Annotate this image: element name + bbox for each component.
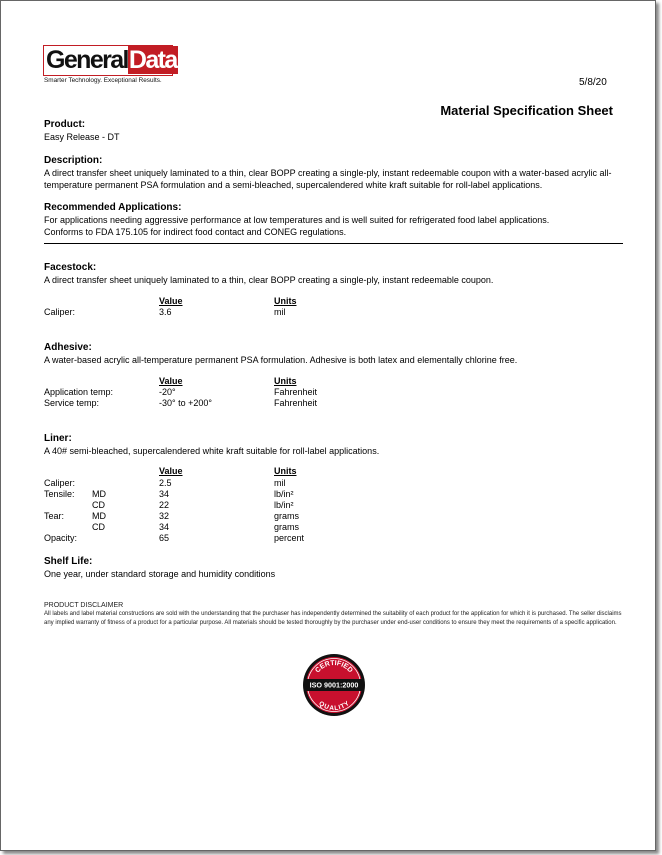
- description-text: A direct transfer sheet uniquely laminated to a thin, clear BOPP creating a single-ply, instant redeemable coupon with a water-based acrylic all-temperature permanent PSA formulation and a semi-bleached, supercalendered white kraft suitable for roll-label applications.: [44, 168, 612, 190]
- liner-row-units: grams: [274, 511, 300, 521]
- facestock-row-units: mil: [274, 307, 286, 317]
- liner-value-header: Value: [159, 466, 183, 476]
- adhesive-row-label: Application temp:: [44, 387, 114, 397]
- liner-row-units: grams: [274, 522, 300, 532]
- seal-center-text: ISO 9001:2000: [309, 680, 359, 690]
- generaldata-logo: [43, 45, 175, 89]
- seal-bottom-text: QUALITY: [317, 700, 351, 713]
- logo-wordmark-data: Data: [128, 46, 177, 74]
- liner-row-sub: MD: [92, 489, 106, 499]
- liner-row-label: Opacity:: [44, 533, 78, 543]
- liner-row-value: 65: [159, 533, 170, 543]
- iso-certified-seal-icon: [302, 653, 366, 717]
- liner-row-value: 34: [159, 522, 170, 532]
- applications-text-line1: For applications needing aggressive performance at low temperatures and is well suited for refrigerated food label applications.: [44, 215, 550, 225]
- disclaimer-heading: PRODUCT DISCLAIMER: [44, 602, 124, 609]
- seal-top-text: CERTIFIED: [314, 659, 354, 675]
- product-heading: Product:: [44, 119, 86, 130]
- liner-row-sub: CD: [92, 522, 105, 532]
- liner-row-label: Tear:: [44, 511, 65, 521]
- logo-frame: [43, 45, 177, 76]
- liner-row-value: 34: [159, 489, 170, 499]
- product-name: Easy Release - DT: [44, 132, 120, 142]
- adhesive-value-header: Value: [159, 376, 183, 386]
- facestock-text: A direct transfer sheet uniquely laminated to a thin, clear BOPP creating a single-ply, instant redeemable coupon.: [44, 275, 494, 285]
- shelf-life-heading: Shelf Life:: [44, 556, 93, 567]
- liner-row-sub: MD: [92, 511, 106, 521]
- adhesive-row-value: -20°: [159, 387, 176, 397]
- adhesive-heading: Adhesive:: [44, 342, 92, 353]
- applications-heading: Recommended Applications:: [44, 202, 182, 213]
- document-date: 5/8/20: [579, 77, 607, 88]
- liner-row-value: 32: [159, 511, 170, 521]
- facestock-heading: Facestock:: [44, 262, 97, 273]
- logo-wordmark-general: General: [46, 46, 128, 74]
- liner-row-units: lb/in²: [274, 489, 294, 499]
- liner-row-sub: CD: [92, 500, 105, 510]
- logo-wordmark: [46, 46, 178, 75]
- section-divider: [44, 243, 623, 244]
- liner-row-units: lb/in²: [274, 500, 294, 510]
- description-heading: Description:: [44, 155, 103, 166]
- facestock-row-label: Caliper:: [44, 307, 76, 317]
- facestock-row-value: 3.6: [159, 307, 172, 317]
- adhesive-row-value: -30° to +200°: [159, 398, 212, 408]
- liner-row-units: percent: [274, 533, 305, 543]
- liner-row-label: Tensile:: [44, 489, 75, 499]
- adhesive-row-label: Service temp:: [44, 398, 100, 408]
- liner-units-header: Units: [274, 466, 297, 476]
- document-title: Material Specification Sheet: [440, 103, 613, 118]
- liner-row-label: Caliper:: [44, 478, 76, 488]
- applications-text-line2: Conforms to FDA 175.105 for indirect food contact and CONEG regulations.: [44, 227, 347, 237]
- liner-row-value: 2.5: [159, 478, 172, 488]
- iso-seal-graphic: [302, 653, 366, 717]
- shelf-life-text: One year, under standard storage and humidity conditions: [44, 569, 276, 579]
- adhesive-row-units: Fahrenheit: [274, 398, 318, 408]
- liner-row-value: 22: [159, 500, 170, 510]
- liner-text: A 40# semi-bleached, supercalendered white kraft suitable for roll-label applications.: [44, 446, 380, 456]
- disclaimer-text: All labels and label material constructions are sold with the understanding that the purchaser has independently determined the suitability of each product for the application for which it is purchased. The seller disclaims any implied warranty of fitness of a product for a particular purpose. All materials should be tested thoroughly by the purchaser under end-user conditions to ensure they meet the requirements of a specific application.: [44, 611, 622, 626]
- adhesive-row-units: Fahrenheit: [274, 387, 318, 397]
- facestock-value-header: Value: [159, 296, 183, 306]
- adhesive-units-header: Units: [274, 376, 297, 386]
- liner-heading: Liner:: [44, 433, 72, 444]
- facestock-units-header: Units: [274, 296, 297, 306]
- adhesive-text: A water-based acrylic all-temperature permanent PSA formulation. Adhesive is both latex and elementally chlorine free.: [44, 355, 518, 365]
- logo-tagline: Smarter Technology. Exceptional Results.: [44, 77, 162, 84]
- liner-row-units: mil: [274, 478, 286, 488]
